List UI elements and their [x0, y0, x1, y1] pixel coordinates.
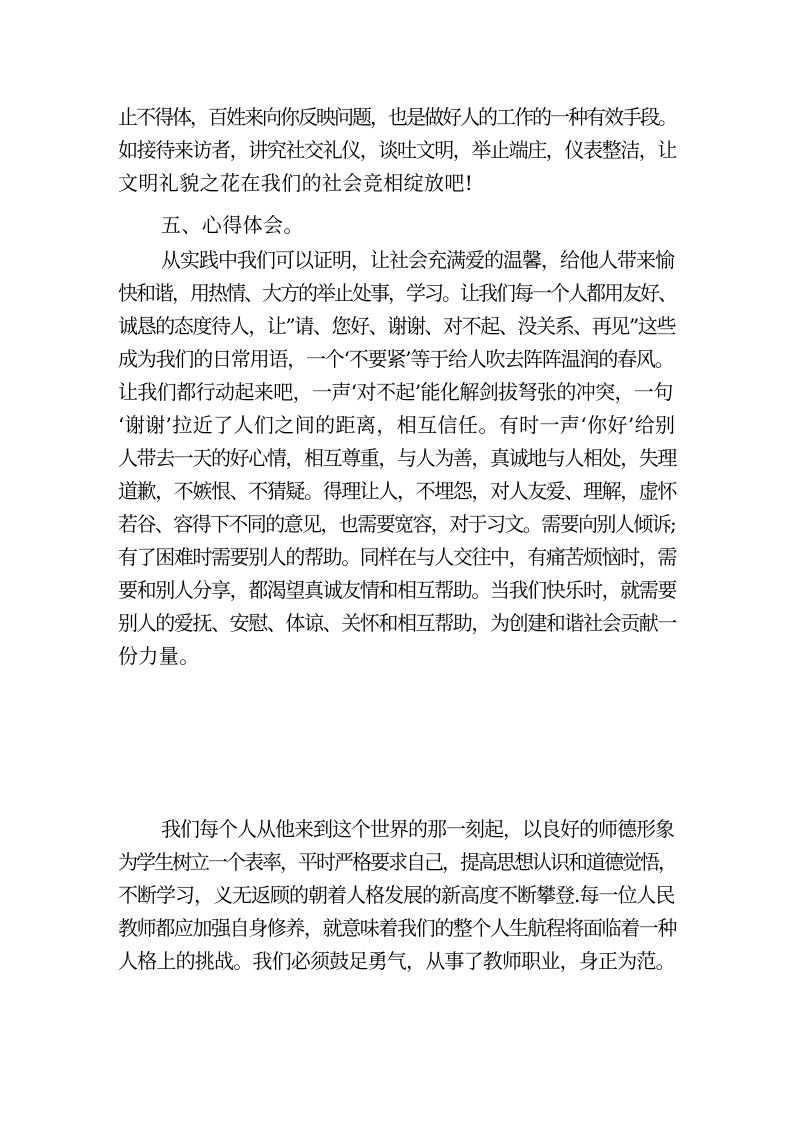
text-line: 要和别人分享，都渴望真诚友情和相互帮助。当我们快乐时，就需要 [118, 578, 676, 602]
text-line: 让我们都行动起来吧，一声‘对不起’能化解剑拔弩张的冲突，一句 [118, 380, 673, 404]
section-title: 五、心得体会。 [161, 213, 304, 237]
text-line: 别人的爱抚、安慰、体谅、关怀和相互帮助，为创建和谐社会贡献一 [118, 611, 676, 635]
text-line: 人带去一天的好心情，相互尊重，与人为善，真诚地与人相处，失理 [118, 446, 676, 470]
paragraph-teacher-ethics [118, 813, 678, 978]
text-line: 教师都应加强自身修养，就意味着我们的整个人生航程将面临着一种 [118, 916, 676, 940]
paragraph-reflection [118, 244, 678, 673]
text-line: 若谷、容得下不同的意见，也需要宽容，对于习文。需要向别人倾诉; [118, 512, 676, 536]
text-line: 为学生树立一个表率，平时严格要求自己，提高思想认识和道德觉悟， [118, 850, 676, 874]
paragraph-etiquette [118, 101, 678, 200]
text-line: 成为我们的日常用语，一个‘不要紧’等于给人吹去阵阵温润的春风。 [118, 347, 674, 371]
text-line: 有了困难时需要别人的帮助。同样在与人交往中，有痛苦烦恼时，需 [118, 545, 676, 569]
text-line: 人格上的挑战。我们必须鼓足勇气，从事了教师职业，身正为范。 [118, 949, 675, 973]
text-line: 不断学习，义无返顾的朝着人格发展的新高度不断攀登.每一位人民 [118, 883, 675, 907]
section-heading [118, 209, 678, 242]
text-line: ‘谢谢’拉近了人们之间的距离，相互信任。有时一声‘你好’给别 [118, 413, 676, 437]
text-line: 份力量。 [118, 644, 200, 668]
text-line: 诚恳的态度待人，让”请、您好、谢谢、对不起、没关系、再见”这些 [118, 314, 676, 338]
text-line: 如接待来访者，讲究社交礼仪，谈吐文明，举止端庄，仪表整洁，让 [118, 138, 676, 162]
text-line: 我们每个人从他来到这个世界的那一刻起，以良好的师德形象 [161, 817, 674, 841]
text-line: 快和谐，用热情、大方的举止处事，学习。让我们每一个人都用友好、 [118, 281, 676, 305]
text-line: 道歉，不嫉恨、不猜疑。得理让人，不埋怨，对人友爱、理解，虚怀 [118, 479, 676, 503]
text-line: 止不得体，百姓来向你反映问题，也是做好人的工作的一种有效手段。 [118, 105, 676, 129]
text-line: 文明礼貌之花在我们的社会竞相绽放吧! [118, 171, 474, 195]
text-line: 从实践中我们可以证明，让社会充满爱的温馨，给他人带来愉 [161, 248, 674, 272]
